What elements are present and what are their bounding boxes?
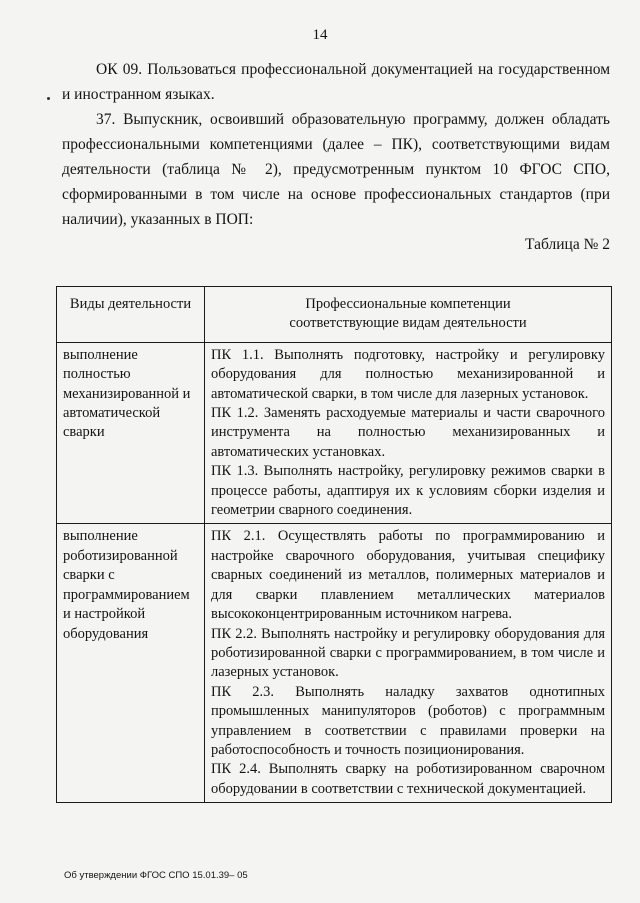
competency-item: ПК 2.3. Выполнять наладку захватов однотипных промышленных манипуляторов (роботов) с программным управлением в соответствии с правилами проверки на работоспособность и точность позиционирования. xyxy=(211,683,605,758)
header-activity: Виды деятельности xyxy=(57,287,205,343)
activity-text: выполнение полностью механизированной и автоматической сварки xyxy=(63,346,191,441)
header-competencies-line2: соответствующие видам деятельности xyxy=(289,315,527,332)
header-competencies xyxy=(205,287,612,343)
activity-cell xyxy=(57,524,205,803)
paragraph-ok09: ОК 09. Пользоваться профессиональной документацией на государственном и иностранном языках. xyxy=(62,61,610,103)
activity-cell xyxy=(57,342,205,524)
table-caption: Таблица № 2 xyxy=(525,236,610,253)
footer-note: Об утверждении ФГОС СПО 15.01.39– 05 xyxy=(64,870,248,881)
competency-item: ПК 1.3. Выполнять настройку, регулировку режимов сварки в процессе работы, адаптируя их к условиям сборки изделия и геометрии сварного соединения. xyxy=(211,463,605,519)
table-row xyxy=(57,524,612,803)
page-number: 14 xyxy=(312,27,328,43)
competencies-cell xyxy=(205,524,612,803)
activity-text: выполнение роботизированной сварки с программированием и настройкой оборудования xyxy=(63,528,190,642)
competency-item: ПК 2.2. Выполнять настройку и регулировку оборудования для роботизированной сварки с программированием, в том числе и лазерных установок. xyxy=(211,625,605,681)
table-header-row xyxy=(57,287,612,343)
competency-item: ПК 1.1. Выполнять подготовку, настройку и регулировку оборудования для полностью механизированной и автоматической сварки, в том числе для лазерных установок. xyxy=(211,346,605,402)
competencies-table xyxy=(56,286,612,803)
paragraph-37: 37. Выпускник, освоивший образовательную программу, должен обладать профессиональными компетенциями (далее – ПК), соответствующими видам деятельности (таблица № 2), предусмотренным пунктом 10 ФГОС СПО, сформированными в том числе на основе профессиональных стандартов (при наличии), указанных в ПОП: xyxy=(62,111,610,228)
competency-item: ПК 1.2. Заменять расходуемые материалы и части сварочного инструмента на полностью механизированных и автоматических установках. xyxy=(211,405,605,460)
scan-speck xyxy=(47,97,50,100)
table-row xyxy=(57,342,612,524)
competency-item: ПК 2.4. Выполнять сварку на роботизированном сварочном оборудовании в соответствии с технической документацией. xyxy=(211,761,605,797)
competency-item: ПК 2.1. Осуществлять работы по программированию и настройке сварочного оборудования, учитывая специфику сварных соединений из металлов, полимерных материалов и для сварки плавлением металлических материалов высококонцентрированным источником нагрева. xyxy=(211,528,605,623)
competencies-cell xyxy=(205,342,612,524)
header-competencies-line1: Профессиональные компетенции xyxy=(305,296,511,312)
